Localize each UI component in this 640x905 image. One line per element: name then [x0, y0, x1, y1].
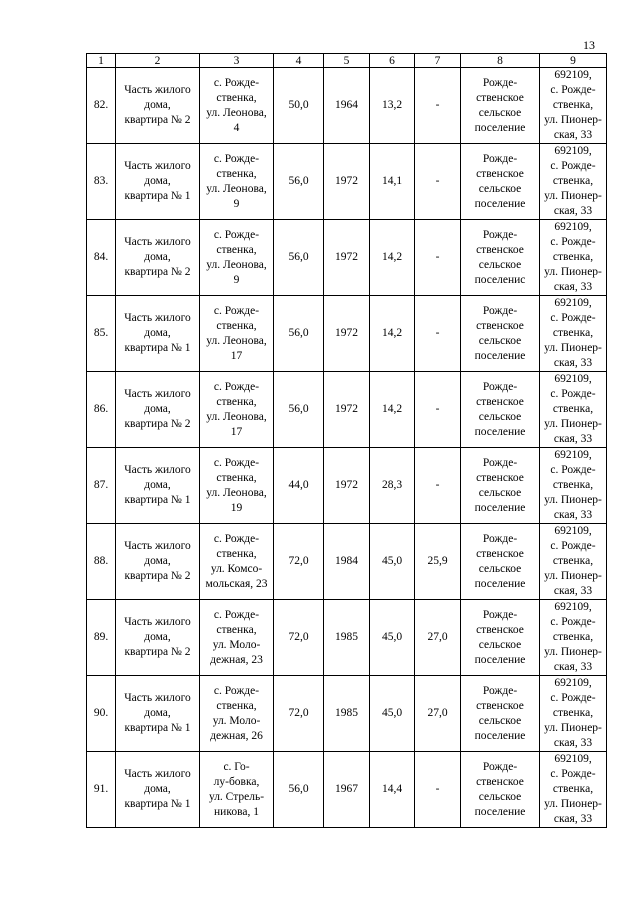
object-address-text: с. Рожде- ственка, ул. Леонова, 17	[206, 304, 267, 362]
year-value-text: 1967	[335, 783, 358, 795]
column-header: 2	[116, 54, 200, 68]
object-name-text: Часть жилого дома, квартира № 2	[124, 616, 191, 658]
row-number-text: 83.	[93, 175, 109, 187]
wear-value	[370, 296, 415, 372]
column-header: 8	[461, 54, 540, 68]
row-number	[87, 448, 116, 524]
object-address	[200, 296, 274, 372]
table-row	[87, 372, 607, 448]
row-number-text: 90.	[93, 707, 109, 719]
col7-value-text: 27,0	[427, 707, 448, 719]
owner-name	[461, 372, 540, 448]
object-address-text: с. Го- лу-бовка, ул. Стрель- никова, 1	[208, 760, 265, 818]
area-value-text: 44,0	[288, 479, 309, 491]
row-number-text: 89.	[93, 631, 109, 643]
wear-value	[370, 68, 415, 144]
object-name	[116, 372, 200, 448]
owner-name	[461, 600, 540, 676]
owner-address-text: 692109, с. Рожде- ственка, ул. Пионер- ская, 33	[544, 449, 602, 521]
row-number	[87, 752, 116, 828]
object-name	[116, 600, 200, 676]
object-address	[200, 68, 274, 144]
table-row	[87, 448, 607, 524]
table-row	[87, 220, 607, 296]
col7-value	[415, 448, 461, 524]
area-value-text: 72,0	[288, 555, 309, 567]
wear-value-text: 45,0	[381, 631, 403, 643]
year-value	[324, 144, 370, 220]
wear-value	[370, 676, 415, 752]
table-row	[87, 600, 607, 676]
wear-value-text: 28,3	[381, 479, 403, 491]
owner-name-text: Рожде- ственское сельское поселенис	[474, 228, 526, 286]
owner-address	[540, 296, 607, 372]
year-value-text: 1972	[335, 175, 358, 187]
owner-address	[540, 752, 607, 828]
object-name-text: Часть жилого дома, квартира № 2	[124, 236, 191, 278]
owner-address	[540, 372, 607, 448]
wear-value	[370, 448, 415, 524]
row-number-text: 84.	[93, 251, 109, 263]
table-row	[87, 752, 607, 828]
area-value	[274, 372, 324, 448]
table-row	[87, 524, 607, 600]
row-number	[87, 68, 116, 144]
area-value-text: 56,0	[288, 403, 309, 415]
col7-value	[415, 220, 461, 296]
object-address-text: с. Рожде- ственка, ул. Леонова, 17	[206, 380, 267, 438]
owner-name	[461, 220, 540, 296]
owner-name	[461, 296, 540, 372]
owner-name-text: Рожде- ственское сельское поселение	[474, 532, 526, 590]
owner-address	[540, 600, 607, 676]
object-name	[116, 296, 200, 372]
row-number	[87, 676, 116, 752]
object-address	[200, 144, 274, 220]
wear-value-text: 45,0	[381, 707, 403, 719]
owner-address	[540, 676, 607, 752]
row-number-text: 88.	[93, 555, 109, 567]
year-value	[324, 448, 370, 524]
column-header: 7	[415, 54, 461, 68]
object-address-text: с. Рожде- ственка, ул. Леонова, 9	[206, 152, 267, 210]
column-header: 1	[87, 54, 116, 68]
page-number: 13	[583, 38, 595, 52]
owner-address	[540, 144, 607, 220]
col7-value-text: 25,9	[427, 555, 448, 567]
year-value	[324, 68, 370, 144]
wear-value-text: 14,1	[381, 175, 403, 187]
col7-value	[415, 372, 461, 448]
row-number	[87, 144, 116, 220]
col7-value	[415, 68, 461, 144]
row-number	[87, 524, 116, 600]
row-number-text: 91.	[93, 783, 109, 795]
owner-address-text: 692109, с. Рожде- ственка, ул. Пионер- ская, 33	[544, 297, 602, 369]
year-value-text: 1972	[335, 479, 358, 491]
year-value	[324, 600, 370, 676]
object-address	[200, 752, 274, 828]
owner-name-text: Рожде- ственское сельское поселение	[474, 380, 526, 438]
table-row	[87, 676, 607, 752]
object-address	[200, 524, 274, 600]
object-name-text: Часть жилого дома, квартира № 1	[124, 160, 191, 202]
object-name	[116, 524, 200, 600]
area-value-text: 56,0	[288, 175, 309, 187]
wear-value-text: 45,0	[381, 555, 403, 567]
area-value	[274, 220, 324, 296]
object-address-text: с. Рожде- ственка, ул. Леонова, 4	[206, 76, 267, 134]
owner-name-text: Рожде- ственское сельское поселение	[474, 152, 526, 210]
row-number-text: 86.	[93, 403, 109, 415]
object-name-text: Часть жилого дома, квартира № 2	[124, 540, 191, 582]
object-name-text: Часть жилого дома, квартира № 2	[124, 84, 191, 126]
owner-address-text: 692109, с. Рожде- ственка, ул. Пионер- ская, 33	[544, 145, 602, 217]
owner-address	[540, 524, 607, 600]
row-number	[87, 296, 116, 372]
owner-name-text: Рожде- ственское сельское поселение	[474, 760, 526, 818]
owner-name	[461, 448, 540, 524]
owner-address-text: 692109, с. Рожде- ственка, ул. Пионер- ская, 33	[544, 677, 602, 749]
year-value-text: 1984	[335, 555, 358, 567]
table-row	[87, 144, 607, 220]
owner-name	[461, 676, 540, 752]
year-value-text: 1985	[335, 707, 358, 719]
year-value	[324, 220, 370, 296]
object-name	[116, 676, 200, 752]
column-header: 5	[324, 54, 370, 68]
object-name	[116, 752, 200, 828]
year-value	[324, 524, 370, 600]
row-number	[87, 600, 116, 676]
owner-name-text: Рожде- ственское сельское поселение	[474, 608, 526, 666]
col7-value-text: 27,0	[427, 631, 448, 643]
col7-value	[415, 144, 461, 220]
object-address-text: с. Рожде- ственка, ул. Моло- дежная, 23	[210, 608, 263, 666]
object-address	[200, 220, 274, 296]
area-value	[274, 448, 324, 524]
column-header: 3	[200, 54, 274, 68]
object-name-text: Часть жилого дома, квартира № 1	[124, 312, 191, 354]
col7-value-text: -	[435, 783, 440, 795]
year-value	[324, 752, 370, 828]
year-value	[324, 296, 370, 372]
area-value	[274, 752, 324, 828]
wear-value-text: 14,4	[381, 783, 403, 795]
owner-address-text: 692109, с. Рожде- ственка, ул. Пионер- ская, 33	[544, 221, 602, 293]
table-row	[87, 68, 607, 144]
owner-name	[461, 144, 540, 220]
column-header: 6	[370, 54, 415, 68]
area-value	[274, 524, 324, 600]
owner-address-text: 692109, с. Рожде- ственка, ул. Пионер- ская, 33	[544, 525, 602, 597]
owner-name-text: Рожде- ственское сельское поселение	[474, 456, 526, 514]
wear-value	[370, 144, 415, 220]
owner-name-text: Рожде- ственское сельское поселение	[474, 684, 526, 742]
column-header: 9	[540, 54, 607, 68]
col7-value	[415, 752, 461, 828]
wear-value	[370, 524, 415, 600]
object-address	[200, 448, 274, 524]
wear-value	[370, 372, 415, 448]
col7-value	[415, 676, 461, 752]
area-value	[274, 144, 324, 220]
owner-address-text: 692109, с. Рожде- ственка, ул. Пионер- ская, 33	[544, 373, 602, 445]
object-address	[200, 676, 274, 752]
owner-address	[540, 68, 607, 144]
owner-address	[540, 448, 607, 524]
year-value	[324, 676, 370, 752]
wear-value-text: 13,2	[381, 99, 403, 111]
year-value-text: 1985	[335, 631, 358, 643]
object-name-text: Часть жилого дома, квартира № 2	[124, 388, 191, 430]
area-value-text: 56,0	[288, 251, 309, 263]
header-row	[87, 54, 607, 68]
year-value-text: 1964	[335, 99, 358, 111]
area-value-text: 72,0	[288, 707, 309, 719]
year-value	[324, 372, 370, 448]
object-name	[116, 68, 200, 144]
object-name-text: Часть жилого дома, квартира № 1	[124, 692, 191, 734]
owner-name-text: Рожде- ственское сельское поселение	[474, 304, 526, 362]
owner-address-text: 692109, с. Рожде- ственка, ул. Пионер- ская, 33	[544, 753, 602, 825]
area-value-text: 56,0	[288, 783, 309, 795]
area-value-text: 72,0	[288, 631, 309, 643]
row-number	[87, 220, 116, 296]
wear-value	[370, 220, 415, 296]
wear-value-text: 14,2	[381, 251, 403, 263]
owner-address-text: 692109, с. Рожде- ственка, ул. Пионер- ская, 33	[544, 69, 602, 141]
object-address-text: с. Рожде- ственка, ул. Комсо- мольская, 23	[205, 532, 268, 590]
year-value-text: 1972	[335, 251, 358, 263]
year-value-text: 1972	[335, 327, 358, 339]
col7-value	[415, 296, 461, 372]
area-value-text: 56,0	[288, 327, 309, 339]
col7-value	[415, 524, 461, 600]
object-name-text: Часть жилого дома, квартира № 1	[124, 768, 191, 810]
object-name	[116, 144, 200, 220]
col7-value-text: -	[435, 251, 440, 263]
row-number-text: 87.	[93, 479, 109, 491]
row-number-text: 82.	[93, 99, 109, 111]
area-value	[274, 296, 324, 372]
area-value-text: 50,0	[288, 99, 309, 111]
owner-address-text: 692109, с. Рожде- ственка, ул. Пионер- ская, 33	[544, 601, 602, 673]
object-address	[200, 372, 274, 448]
col7-value-text: -	[435, 175, 440, 187]
area-value	[274, 600, 324, 676]
owner-name	[461, 524, 540, 600]
object-address	[200, 600, 274, 676]
wear-value-text: 14,2	[381, 327, 403, 339]
owner-name	[461, 68, 540, 144]
column-header: 4	[274, 54, 324, 68]
col7-value-text: -	[435, 99, 440, 111]
table-row	[87, 296, 607, 372]
col7-value	[415, 600, 461, 676]
owner-name-text: Рожде- ственское сельское поселение	[474, 76, 526, 134]
object-address-text: с. Рожде- ственка, ул. Моло- дежная, 26	[210, 684, 263, 742]
row-number-text: 85.	[93, 327, 109, 339]
object-name	[116, 220, 200, 296]
year-value-text: 1972	[335, 403, 358, 415]
area-value	[274, 676, 324, 752]
col7-value-text: -	[435, 479, 440, 491]
col7-value-text: -	[435, 327, 440, 339]
object-name-text: Часть жилого дома, квартира № 1	[124, 464, 191, 506]
object-address-text: с. Рожде- ственка, ул. Леонова, 19	[206, 456, 267, 514]
wear-value-text: 14,2	[381, 403, 403, 415]
owner-address	[540, 220, 607, 296]
area-value	[274, 68, 324, 144]
object-name	[116, 448, 200, 524]
row-number	[87, 372, 116, 448]
owner-name	[461, 752, 540, 828]
col7-value-text: -	[435, 403, 440, 415]
wear-value	[370, 600, 415, 676]
wear-value	[370, 752, 415, 828]
property-register-table	[86, 53, 607, 828]
object-address-text: с. Рожде- ственка, ул. Леонова, 9	[206, 228, 267, 286]
